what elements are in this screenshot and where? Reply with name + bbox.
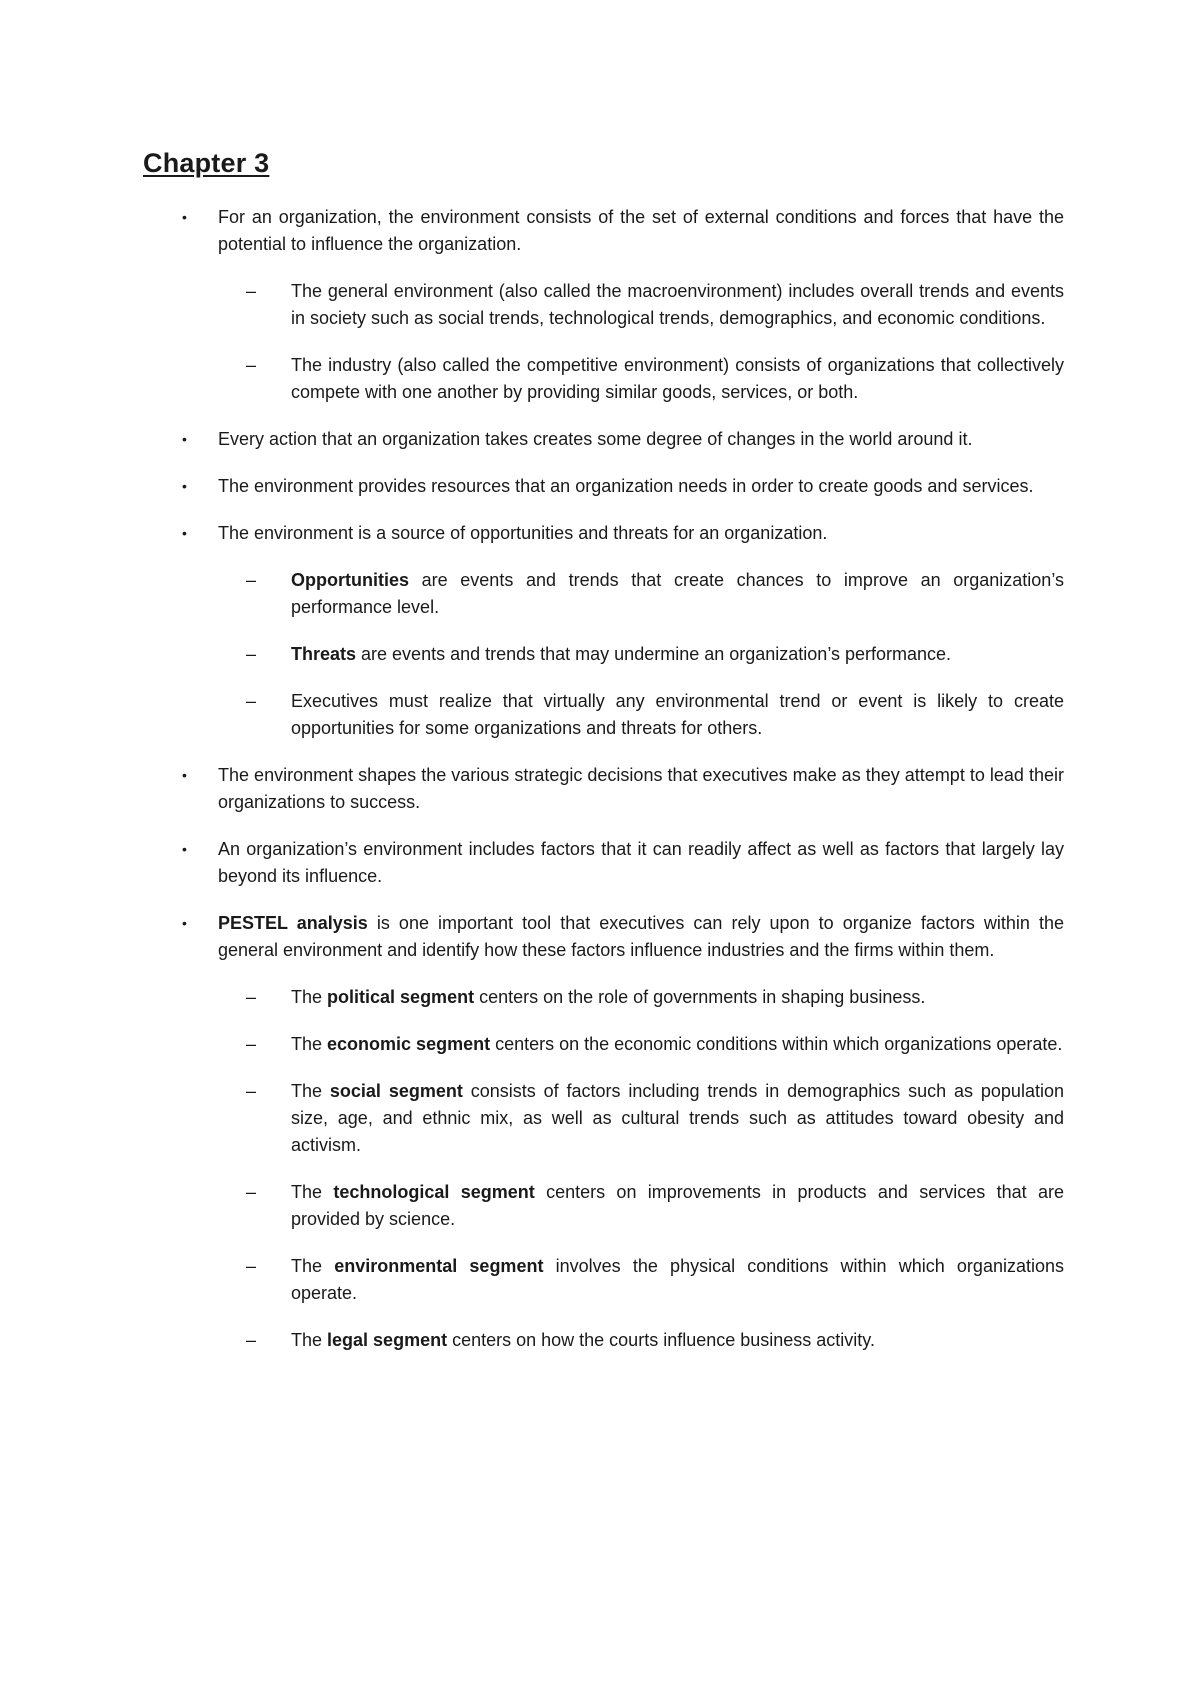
text-run: The	[291, 1256, 335, 1276]
item-text	[291, 688, 1064, 742]
text-run: consists of factors including trends in demographics such as population size, age, and ethnic mix, as well as cultural trends such as attitudes toward obesity and activism.	[291, 1081, 1064, 1155]
item-text	[218, 204, 1064, 258]
item-text	[291, 352, 1064, 406]
dash-marker: –	[246, 355, 257, 375]
text-run: The environment is a source of opportunities and threats for an organization.	[218, 523, 828, 543]
bullet-item	[143, 473, 1064, 500]
text-run: is one important tool that executives can rely upon to organize factors within the general environment and identify how these factors influence industries and the firms within them.	[218, 913, 1064, 960]
bullet-item	[143, 762, 1064, 816]
dash-marker: –	[246, 987, 257, 1007]
bullet-list	[143, 204, 1064, 1374]
text-run: centers on the role of governments in shaping business.	[474, 987, 926, 1007]
bullet-item	[143, 520, 1064, 547]
item-text	[291, 1031, 1064, 1058]
dash-marker: –	[246, 1256, 257, 1276]
bold-term: political segment	[327, 987, 475, 1007]
item-text	[218, 520, 1064, 547]
bullet-marker: •	[182, 209, 187, 225]
item-text	[218, 473, 1064, 500]
item-text	[291, 1327, 1064, 1354]
bullet-marker: •	[182, 767, 187, 783]
item-text	[291, 1078, 1064, 1159]
text-run: centers on how the courts influence business activity.	[447, 1330, 875, 1350]
sub-bullet-item	[143, 1078, 1064, 1159]
text-run: The	[291, 987, 328, 1007]
sub-bullet-item	[143, 567, 1064, 621]
bold-term: PESTEL analysis	[218, 913, 368, 933]
text-run: The	[291, 1034, 328, 1054]
text-run: The general environment (also called the macroenvironment) includes overall trends and events in society such as social trends, technological trends, demographics, and economic conditions.	[291, 281, 1064, 328]
text-run: The industry (also called the competitive environment) consists of organizations that collectively compete with one another by providing similar goods, services, or both.	[291, 355, 1064, 402]
text-run: are events and trends that may undermine an organization’s performance.	[356, 644, 952, 664]
item-text	[291, 1253, 1064, 1307]
dash-marker: –	[246, 644, 257, 664]
bullet-marker: •	[182, 525, 187, 541]
dash-marker: –	[246, 691, 257, 711]
sub-bullet-item	[143, 352, 1064, 406]
sub-bullet-item	[143, 278, 1064, 332]
bold-term: technological segment	[333, 1182, 535, 1202]
sub-bullet-item	[143, 688, 1064, 742]
item-text	[218, 910, 1064, 964]
text-run: The	[291, 1081, 330, 1101]
bold-term: Opportunities	[291, 570, 409, 590]
dash-marker: –	[246, 281, 257, 301]
dash-marker: –	[246, 570, 257, 590]
dash-marker: –	[246, 1330, 257, 1350]
text-run: The	[291, 1182, 334, 1202]
bold-term: Threats	[291, 644, 357, 664]
sub-bullet-item	[143, 984, 1064, 1011]
bullet-marker: •	[182, 915, 187, 931]
text-run: For an organization, the environment consists of the set of external conditions and forces that have the potential to influence the organization.	[218, 207, 1064, 254]
bullet-item	[143, 204, 1064, 258]
text-run: The	[291, 1330, 328, 1350]
item-text	[218, 426, 1064, 453]
sub-bullet-item	[143, 1327, 1064, 1354]
bold-term: social segment	[329, 1081, 463, 1101]
item-text	[218, 836, 1064, 890]
bullet-marker: •	[182, 841, 187, 857]
sub-bullet-item	[143, 1253, 1064, 1307]
dash-marker: –	[246, 1182, 257, 1202]
bold-term: environmental segment	[334, 1256, 544, 1276]
bullet-item	[143, 910, 1064, 964]
text-run: The environment provides resources that an organization needs in order to create goods and services.	[218, 476, 1034, 496]
bullet-marker: •	[182, 431, 187, 447]
page-title: Chapter 3	[143, 148, 270, 178]
item-text	[291, 1179, 1064, 1233]
item-text	[291, 278, 1064, 332]
bold-term: legal segment	[327, 1330, 448, 1350]
bullet-item	[143, 836, 1064, 890]
bullet-marker: •	[182, 478, 187, 494]
dash-marker: –	[246, 1081, 257, 1101]
sub-bullet-item	[143, 641, 1064, 668]
bullet-item	[143, 426, 1064, 453]
text-run: The environment shapes the various strategic decisions that executives make as they attempt to lead their organizations to success.	[218, 765, 1064, 812]
sub-bullet-item	[143, 1031, 1064, 1058]
dash-marker: –	[246, 1034, 257, 1054]
bold-term: economic segment	[327, 1034, 491, 1054]
item-text	[218, 762, 1064, 816]
text-run: centers on improvements in products and services that are provided by science.	[291, 1182, 1064, 1229]
text-run: centers on the economic conditions within which organizations operate.	[490, 1034, 1063, 1054]
text-run: Every action that an organization takes creates some degree of changes in the world around it.	[218, 429, 973, 449]
text-run: involves the physical conditions within which organizations operate.	[291, 1256, 1064, 1303]
text-run: An organization’s environment includes factors that it can readily affect as well as factors that largely lay beyond its influence.	[218, 839, 1064, 886]
text-run: are events and trends that create chances to improve an organization’s performance level.	[291, 570, 1064, 617]
item-text	[291, 984, 1064, 1011]
sub-bullet-item	[143, 1179, 1064, 1233]
text-run: Executives must realize that virtually any environmental trend or event is likely to create opportunities for some organizations and threats for others.	[291, 691, 1064, 738]
item-text	[291, 567, 1064, 621]
item-text	[291, 641, 1064, 668]
